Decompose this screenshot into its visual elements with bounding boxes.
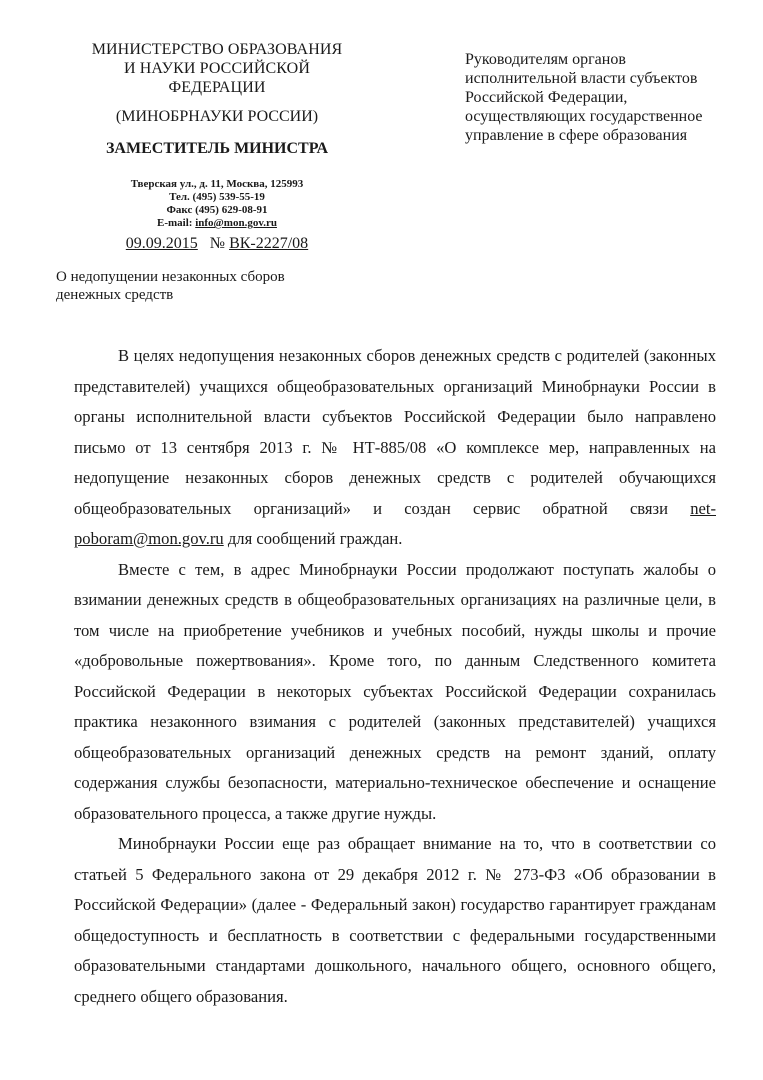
letterhead: [62, 40, 372, 253]
ministry-name-line1: МИНИСТЕРСТВО ОБРАЗОВАНИЯ: [91, 41, 343, 58]
letter-date: 09.09.2015: [125, 235, 198, 252]
paragraph-2: Вместе с тем, в адрес Минобрнауки России продолжают поступать жалобы о взимании денежных средств в общеобразовательных организациях на различные цели, в том числе на приобретение учебников и учебных пособий, нужды школы и прочие «добровольные пожертвования». Кроме того, по данным Следственного комитета Российской Федерации в некоторых субъектах Российской Федерации сохранилась практика незаконного взимания с родителей (законных представителей) учащихся общеобразовательных организаций денежных средств на ремонт зданий, оплату содержания службы безопасности, материально-техническое обеспечение и оснащение образовательного процесса, а также другие нужды.: [74, 559, 716, 823]
ministry-name-line3: ФЕДЕРАЦИИ: [168, 79, 266, 96]
paragraph-1: [74, 341, 716, 555]
paragraph-1-tail: для сообщений граждан.: [223, 529, 403, 548]
email-line: [62, 217, 372, 230]
paragraph-1-text: В целях недопущения незаконных сборов денежных средств с родителей (законных представителей) учащихся общеобразовательных организаций Минобрнауки России в органы исполнительной власти субъектов Российской Федерации было направлено письмо от 13 сентября 2013 г. № НТ-885/08 «О комплексе мер, направленных на недопущение незаконных сборов денежных средств с родителей обучающихся общеобразовательных организаций» и создан сервис обратной связи: [74, 346, 716, 518]
ministry-name-line2: И НАУКИ РОССИЙСКОЙ: [124, 60, 310, 77]
letter-subject: [56, 268, 356, 304]
registration-line: [62, 234, 372, 253]
letter-number: ВК-2227/08: [229, 235, 309, 252]
paragraph-3: Минобрнауки России еще раз обращает внимание на то, что в соответствии со статьей 5 Федерального закона от 29 декабря 2012 г. № 273-ФЗ «Об образовании в Российской Федерации» (далее - Федеральный закон) государство гарантирует гражданам общедоступность и бесплатность в соответствии с федеральными государственными образовательными стандартами дошкольного, начального общего, основного общего, среднего общего образования.: [74, 834, 716, 1006]
address: Тверская ул., д. 11, Москва, 125993: [130, 178, 304, 190]
addressee-line4: осуществляющих государственное: [465, 108, 703, 125]
signatory-position: ЗАМЕСТИТЕЛЬ МИНИСТРА: [105, 140, 329, 157]
addressee-line3: Российской Федерации,: [465, 89, 628, 106]
addressee-line5: управление в сфере образования: [465, 127, 688, 144]
email-link[interactable]: info@mon.gov.ru: [195, 217, 277, 229]
addressee-block: [465, 50, 735, 145]
email-label: E-mail:: [157, 217, 196, 229]
addressee-line2: исполнительной власти субъектов: [465, 70, 698, 87]
subject-line2: денежных средств: [56, 287, 174, 303]
addressee-line1: Руководителям органов: [465, 51, 626, 68]
letter-body: [74, 341, 716, 1012]
subject-line1: О недопущении незаконных сборов: [56, 269, 285, 285]
feedback-email-link[interactable]: net-poboram@mon.gov.ru: [74, 498, 716, 548]
ministry-short-name: (МИНОБРНАУКИ РОССИИ): [115, 108, 319, 125]
number-sign: №: [209, 235, 226, 252]
fax: Факс (495) 629-08-91: [166, 204, 268, 216]
phone: Тел. (495) 539-55-19: [169, 191, 265, 203]
contact-block: [62, 178, 372, 230]
